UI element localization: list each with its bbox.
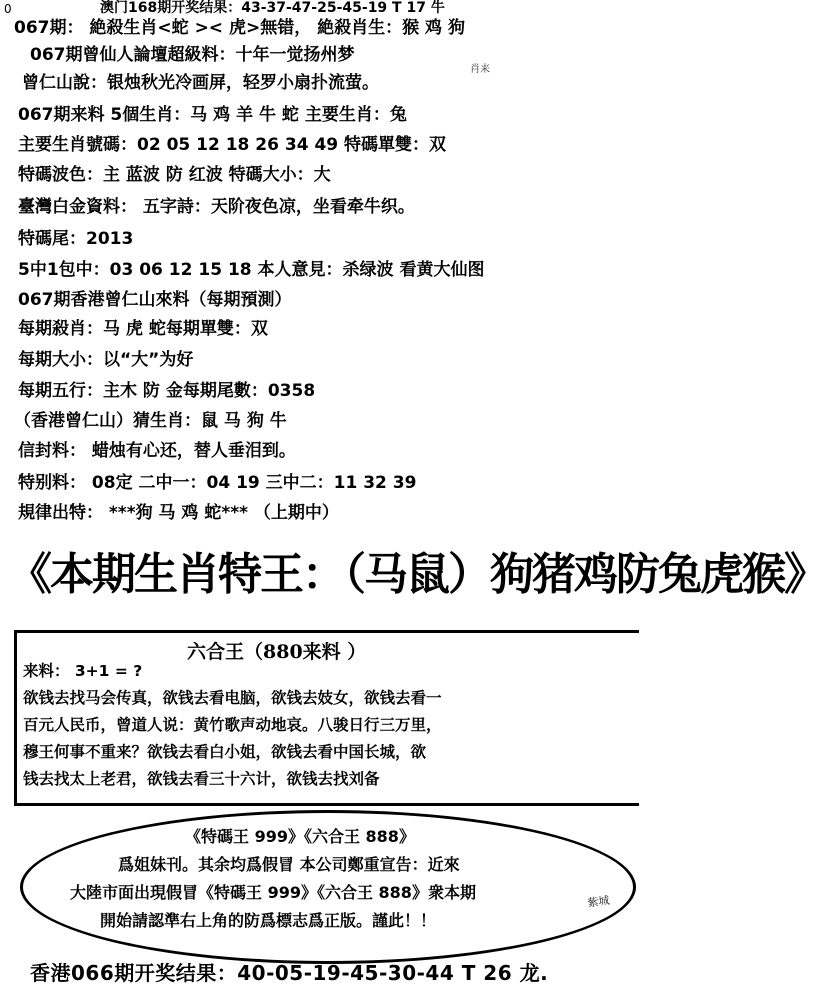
box-line: 欲钱去找马会传真，欲钱去看电脑，欲钱去妓女，欲钱去看一: [23, 689, 442, 707]
line-main-numbers: 主要生肖號碼：02 05 12 18 26 34 49 特碼單雙：双: [18, 135, 447, 155]
line-envelope: 信封料： 蜡烛有心还，替人垂泪到。: [18, 441, 296, 461]
line-kill-zodiac: 067期： 絶殺生肖<蛇 >< 虎>無错， 絶殺肖生：猴 鸡 狗: [14, 18, 465, 38]
box-line: 穆王何事不重来？欲钱去看白小姐，欲钱去看中国长城，欲: [23, 743, 427, 761]
line-five-elements: 每期五行：主木 防 金每期尾數：0358: [18, 381, 316, 401]
box-title: 六合王（880来料 ）: [187, 641, 367, 663]
line-wave-color: 特碼波色：主 蓝波 防 红波 特碼大小：大: [18, 165, 331, 185]
macau-result-header: 澳门168期开奖结果：43-37-47-25-45-19 T 17 牛: [100, 0, 445, 16]
corner-number: 0: [4, 2, 12, 16]
line-kill-each-period: 每期殺肖：马 虎 蛇每期單雙：双: [18, 319, 268, 339]
box-line: 百元人民币，曾道人说：黄竹歌声动地哀。八骏日行三万里，: [23, 716, 442, 734]
box-line: 钱去找太上老君，欲钱去看三十六计，欲钱去找刘备: [23, 770, 380, 788]
line-guess-zodiac: （香港曾仁山）猜生肖：鼠 马 狗 牛: [14, 411, 287, 431]
hk-result-footer: 香港066期开奖结果：40-05-19-45-30-44 T 26 龙.: [30, 961, 549, 985]
line-five-zodiacs: 067期来料 5個生肖：马 鸡 羊 牛 蛇 主要生肖：兔: [18, 105, 407, 125]
zodiac-king-banner: 《本期生肖特王：（马鼠）狗猪鸡防兔虎猴》: [8, 549, 826, 600]
line-special-material: 特别料： 08定 二中一：04 19 三中二：11 32 39: [18, 473, 417, 493]
notice-line: 開始請認準右上角的防爲標志爲正版。謹此！！: [100, 911, 437, 930]
notice-line: 大陸市面出現假冒《特碼王 999》《六合王 888》衆本期: [70, 883, 476, 902]
line-hk-zeng-material: 067期香港曾仁山來料（每期預測）: [18, 290, 292, 310]
line-big-small: 每期大小：以“大”为好: [18, 350, 194, 370]
handwritten-seal-icon: 紫城: [586, 893, 611, 910]
line-tail-number: 特碼尾：2013: [18, 229, 134, 249]
line-zeng-saying: 曾仁山說：银烛秋光冷画屏，轻罗小扇扑流萤。: [22, 73, 379, 93]
liuhe-king-box: [14, 630, 639, 806]
box-line: 来料： 3+1 = ?: [23, 662, 143, 680]
notice-line: 《特碼王 999》《六合王 888》: [185, 827, 415, 846]
small-stamp: 肖来: [470, 64, 490, 75]
line-taiwan-poem: 臺灣白金資料： 五字詩：天阶夜色凉，坐看牵牛织。: [18, 197, 415, 217]
line-five-in-one: 5中1包中：03 06 12 15 18 本人意見：杀绿波 看黄大仙图: [18, 260, 485, 280]
line-forum-material: 067期曾仙人論壇超級料：十年一觉扬州梦: [30, 45, 355, 65]
notice-line: 爲姐妹刊。其余均爲假冒 本公司鄭重宣告：近來: [118, 855, 460, 874]
line-pattern-special: 規律出特： ***狗 马 鸡 蛇*** （上期中）: [18, 503, 339, 523]
